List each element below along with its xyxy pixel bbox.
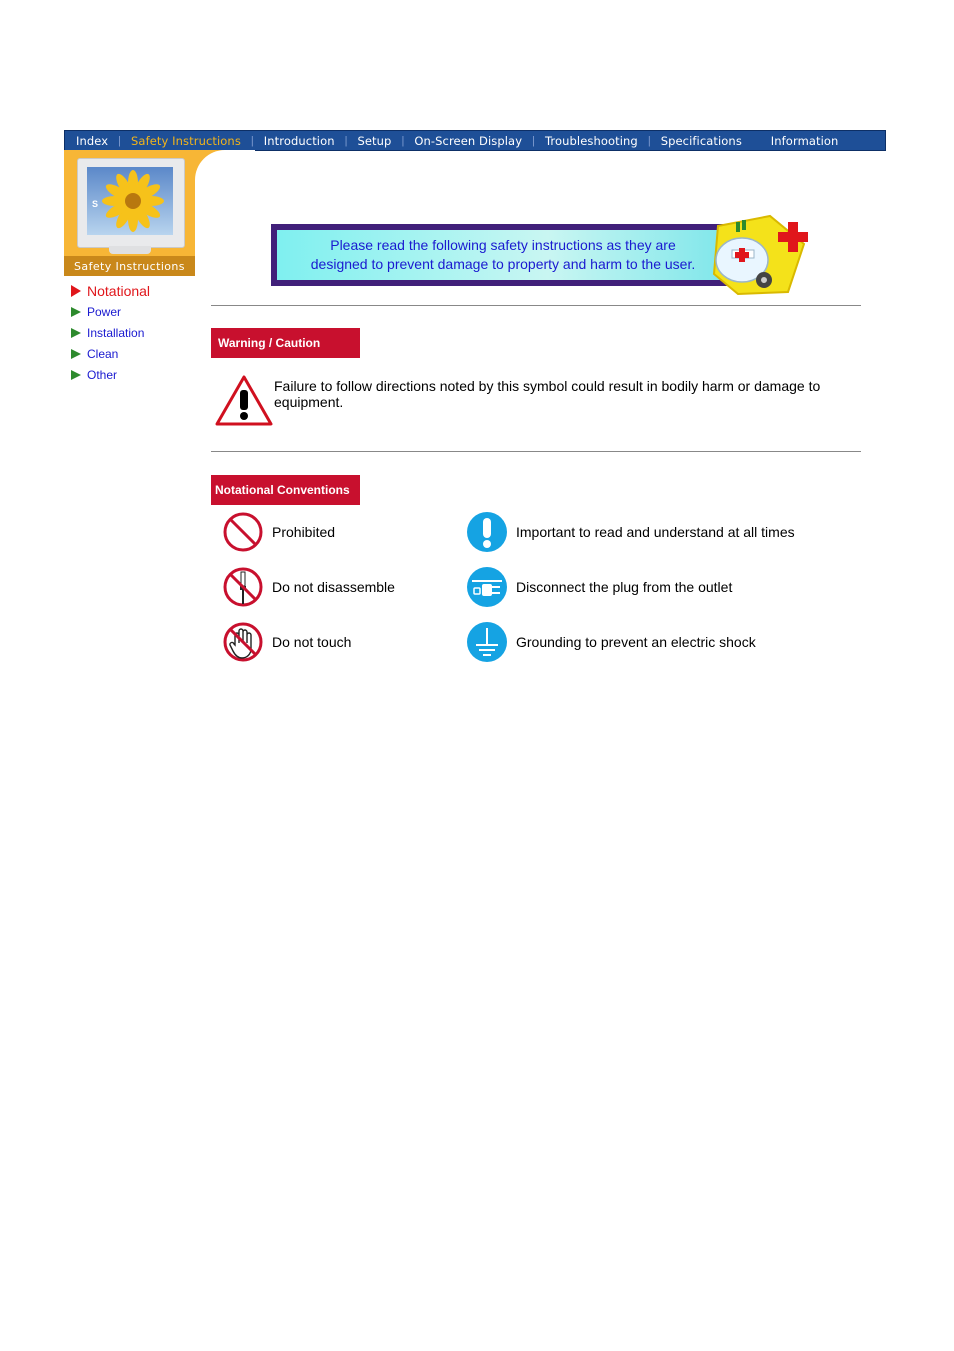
nav-index[interactable]: Index bbox=[76, 133, 109, 148]
nav-setup[interactable]: Setup bbox=[357, 133, 392, 148]
sidebar-item-label: Power bbox=[87, 304, 122, 319]
nav-separator: | bbox=[647, 134, 651, 147]
sidebar-item-power[interactable] bbox=[71, 301, 150, 322]
nav-separator: | bbox=[401, 134, 405, 147]
header-curve bbox=[195, 150, 255, 210]
no-disassemble-icon bbox=[222, 566, 264, 608]
sidebar-item-label: Installation bbox=[87, 325, 145, 340]
monitor-stand bbox=[109, 246, 151, 254]
convention-no-disassemble bbox=[222, 566, 395, 608]
sidebar-item-other[interactable] bbox=[71, 364, 150, 385]
arrow-icon bbox=[71, 370, 81, 380]
arrow-icon bbox=[71, 285, 81, 297]
nav-separator: | bbox=[344, 134, 348, 147]
sidebar-item-installation[interactable] bbox=[71, 322, 150, 343]
convention-unplug bbox=[466, 566, 732, 608]
warning-caution-tag: Warning / Caution bbox=[211, 328, 360, 358]
convention-label: Prohibited bbox=[272, 524, 336, 540]
warning-description: Failure to follow directions noted by this symbol could result in bodily harm or damage to equipment. bbox=[274, 378, 821, 410]
arrow-icon bbox=[71, 307, 81, 317]
sidebar-item-clean[interactable] bbox=[71, 343, 150, 364]
convention-prohibited bbox=[222, 511, 335, 553]
section-header-image bbox=[64, 150, 195, 276]
nav-information[interactable]: Information bbox=[770, 133, 839, 148]
banner-text bbox=[277, 230, 729, 280]
exclamation-icon bbox=[466, 511, 508, 553]
nav-specifications[interactable]: Specifications bbox=[660, 133, 742, 148]
top-navigation bbox=[64, 130, 886, 151]
banner-line-2: designed to prevent damage to property and harm to the user. bbox=[310, 256, 696, 272]
monitor-screen bbox=[87, 167, 173, 235]
arrow-icon bbox=[71, 328, 81, 338]
convention-label: Important to read and understand at all times bbox=[516, 524, 795, 540]
monitor-illustration bbox=[77, 158, 185, 248]
nav-introduction[interactable]: Introduction bbox=[263, 133, 335, 148]
prohibited-icon bbox=[222, 511, 264, 553]
nav-separator: | bbox=[118, 134, 122, 147]
convention-no-touch bbox=[222, 621, 351, 663]
nav-separator: | bbox=[532, 134, 535, 147]
convention-label: Do not touch bbox=[272, 634, 352, 650]
arrow-icon bbox=[71, 349, 81, 359]
convention-label: Disconnect the plug from the outlet bbox=[516, 579, 733, 595]
sidebar-item-label: Clean bbox=[87, 346, 119, 361]
convention-label: Do not disassemble bbox=[272, 579, 395, 595]
nav-separator: | bbox=[250, 134, 254, 147]
no-touch-icon bbox=[222, 621, 264, 663]
banner-line-1: Please read the following safety instructions as they are bbox=[330, 237, 676, 253]
svg-text:S: S bbox=[92, 199, 99, 209]
safety-banner bbox=[271, 224, 741, 286]
sidebar-item-label: Other bbox=[87, 367, 118, 382]
sidebar-item-notational[interactable] bbox=[71, 280, 150, 301]
nav-on-screen-display[interactable]: On-Screen Display bbox=[414, 133, 523, 148]
convention-label: Grounding to prevent an electric shock bbox=[516, 634, 756, 650]
convention-grounding bbox=[466, 621, 756, 663]
ground-icon bbox=[466, 621, 508, 663]
warning-triangle-icon bbox=[214, 374, 274, 426]
ambulance-icon bbox=[708, 214, 808, 296]
sidebar-item-label: Notational bbox=[87, 282, 151, 299]
divider bbox=[211, 305, 861, 306]
flower-icon bbox=[87, 167, 173, 235]
nav-troubleshooting[interactable]: Troubleshooting bbox=[544, 133, 638, 148]
convention-important bbox=[466, 511, 795, 553]
sidebar-nav bbox=[71, 280, 150, 385]
divider bbox=[211, 451, 861, 452]
section-label: Safety Instructions bbox=[64, 256, 195, 276]
nav-safety-instructions[interactable]: Safety Instructions bbox=[131, 133, 241, 148]
unplug-icon bbox=[466, 566, 508, 608]
notational-conventions-tag: Notational Conventions bbox=[211, 475, 360, 505]
